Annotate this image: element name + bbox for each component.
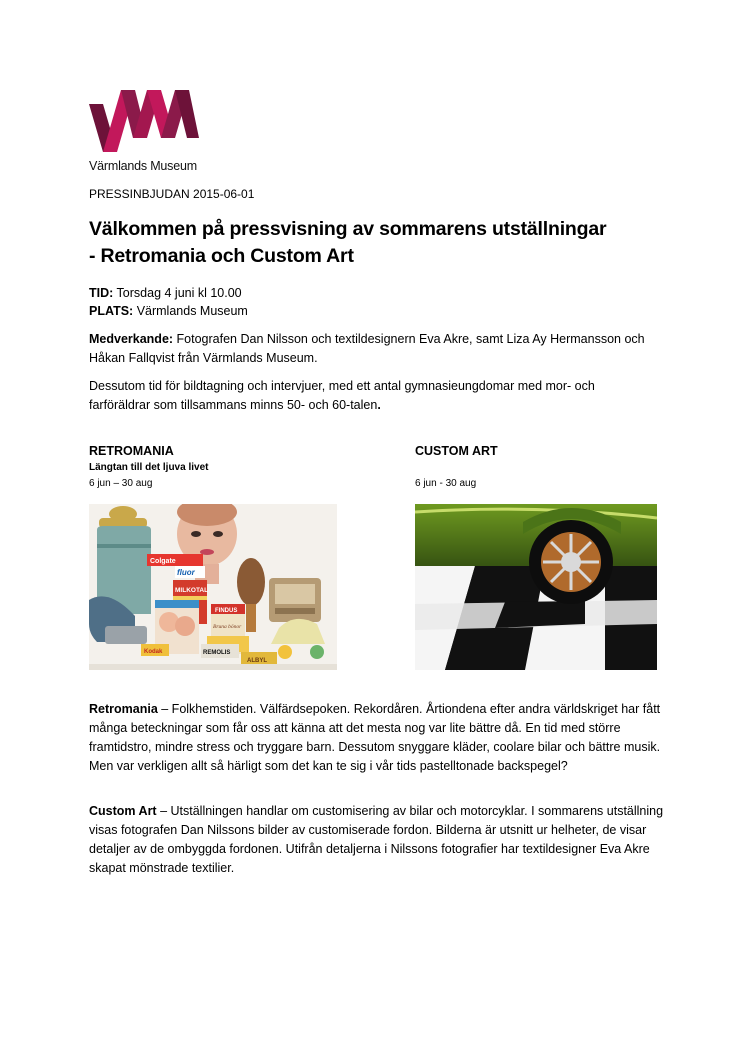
customart-paragraph-text: – Utställningen handlar om customisering av bilar och motorcyklar. I sommarens utställning visas fotografen Dan Nilssons bilder av customiserade fordon. Bilderna är utsnitt ur helheter, de visar detaljer av de ombyggda fordonen. Utifrån detaljerna i Nilssons fotografier har textildesigner Eva Akre skapat mönstrade textilier.	[89, 804, 664, 875]
retromania-paragraph-label: Retromania	[89, 702, 158, 716]
retromania-paragraph-text: – Folkhemstiden. Välfärdsepoken. Rekordåren. Årtiondena efter andra världskriget har fått många beteckningar som får oss att känna att det mesta nog var lite bättre då. En tid med större framtidstro, mindre stress och tryggare barn. Dessutom snyggare kläder, coolare bilar och bättre musik. Men var verkligen allt så härligt som det kan te sig i vår tids pastelltonade backspegel?	[89, 702, 661, 773]
retromania-subtitle: Längtan till det ljuva livet	[89, 462, 209, 473]
place-value: Värmlands Museum	[133, 304, 248, 318]
time-label: TID:	[89, 286, 114, 300]
participants-paragraph	[89, 330, 659, 368]
photo-label-fluor: fluor	[177, 568, 195, 577]
photo-label-remolis: REMOLIS	[203, 650, 231, 656]
place-label: PLATS:	[89, 304, 134, 318]
participants-value: Fotografen Dan Nilsson och textildesignern Eva Akre, samt Liza Ay Hermansson och Håkan Fallqvist från Värmlands Museum.	[89, 332, 645, 365]
photo-label-albyl: ALBYL	[247, 658, 267, 664]
photo-label-findus: FINDUS	[215, 608, 238, 614]
retromania-photo	[89, 504, 337, 670]
photo-label-bruna-bonor: Bruna bönor	[213, 624, 242, 630]
customart-heading: CUSTOM ART	[415, 444, 498, 458]
photo-label-milkotal: MILKOTAL	[175, 587, 209, 594]
participants-label: Medverkande:	[89, 332, 174, 346]
additional-info-paragraph	[89, 377, 659, 415]
retromania-dates: 6 jun – 30 aug	[89, 478, 153, 489]
title-line-2: - Retromania och Custom Art	[89, 245, 354, 267]
additional-info-end: .	[377, 398, 381, 412]
museum-logo-text: Värmlands Museum	[89, 159, 197, 173]
customart-paragraph	[89, 802, 664, 878]
museum-logo-mark	[89, 90, 199, 152]
customart-paragraph-label: Custom Art	[89, 804, 157, 818]
title-line-1: Välkommen på pressvisning av sommarens utställningar	[89, 218, 607, 240]
photo-label-colgate: Colgate	[150, 558, 176, 565]
time-value: Torsdag 4 juni kl 10.00	[113, 286, 242, 300]
retromania-paragraph	[89, 700, 664, 776]
customart-dates: 6 jun - 30 aug	[415, 478, 477, 489]
additional-info-text: Dessutom tid för bildtagning och intervjuer, med ett antal gymnasieungdomar med mor- och farföräldrar som tillsammans minns 50- och 60-talen	[89, 379, 595, 412]
customart-photo	[415, 504, 657, 670]
press-dateline: PRESSINBJUDAN 2015-06-01	[89, 187, 255, 201]
retromania-heading: RETROMANIA	[89, 444, 174, 458]
page-title	[89, 216, 709, 270]
photo-label-kodak: Kodak	[144, 649, 163, 655]
place-info	[89, 302, 248, 321]
time-info	[89, 284, 242, 303]
